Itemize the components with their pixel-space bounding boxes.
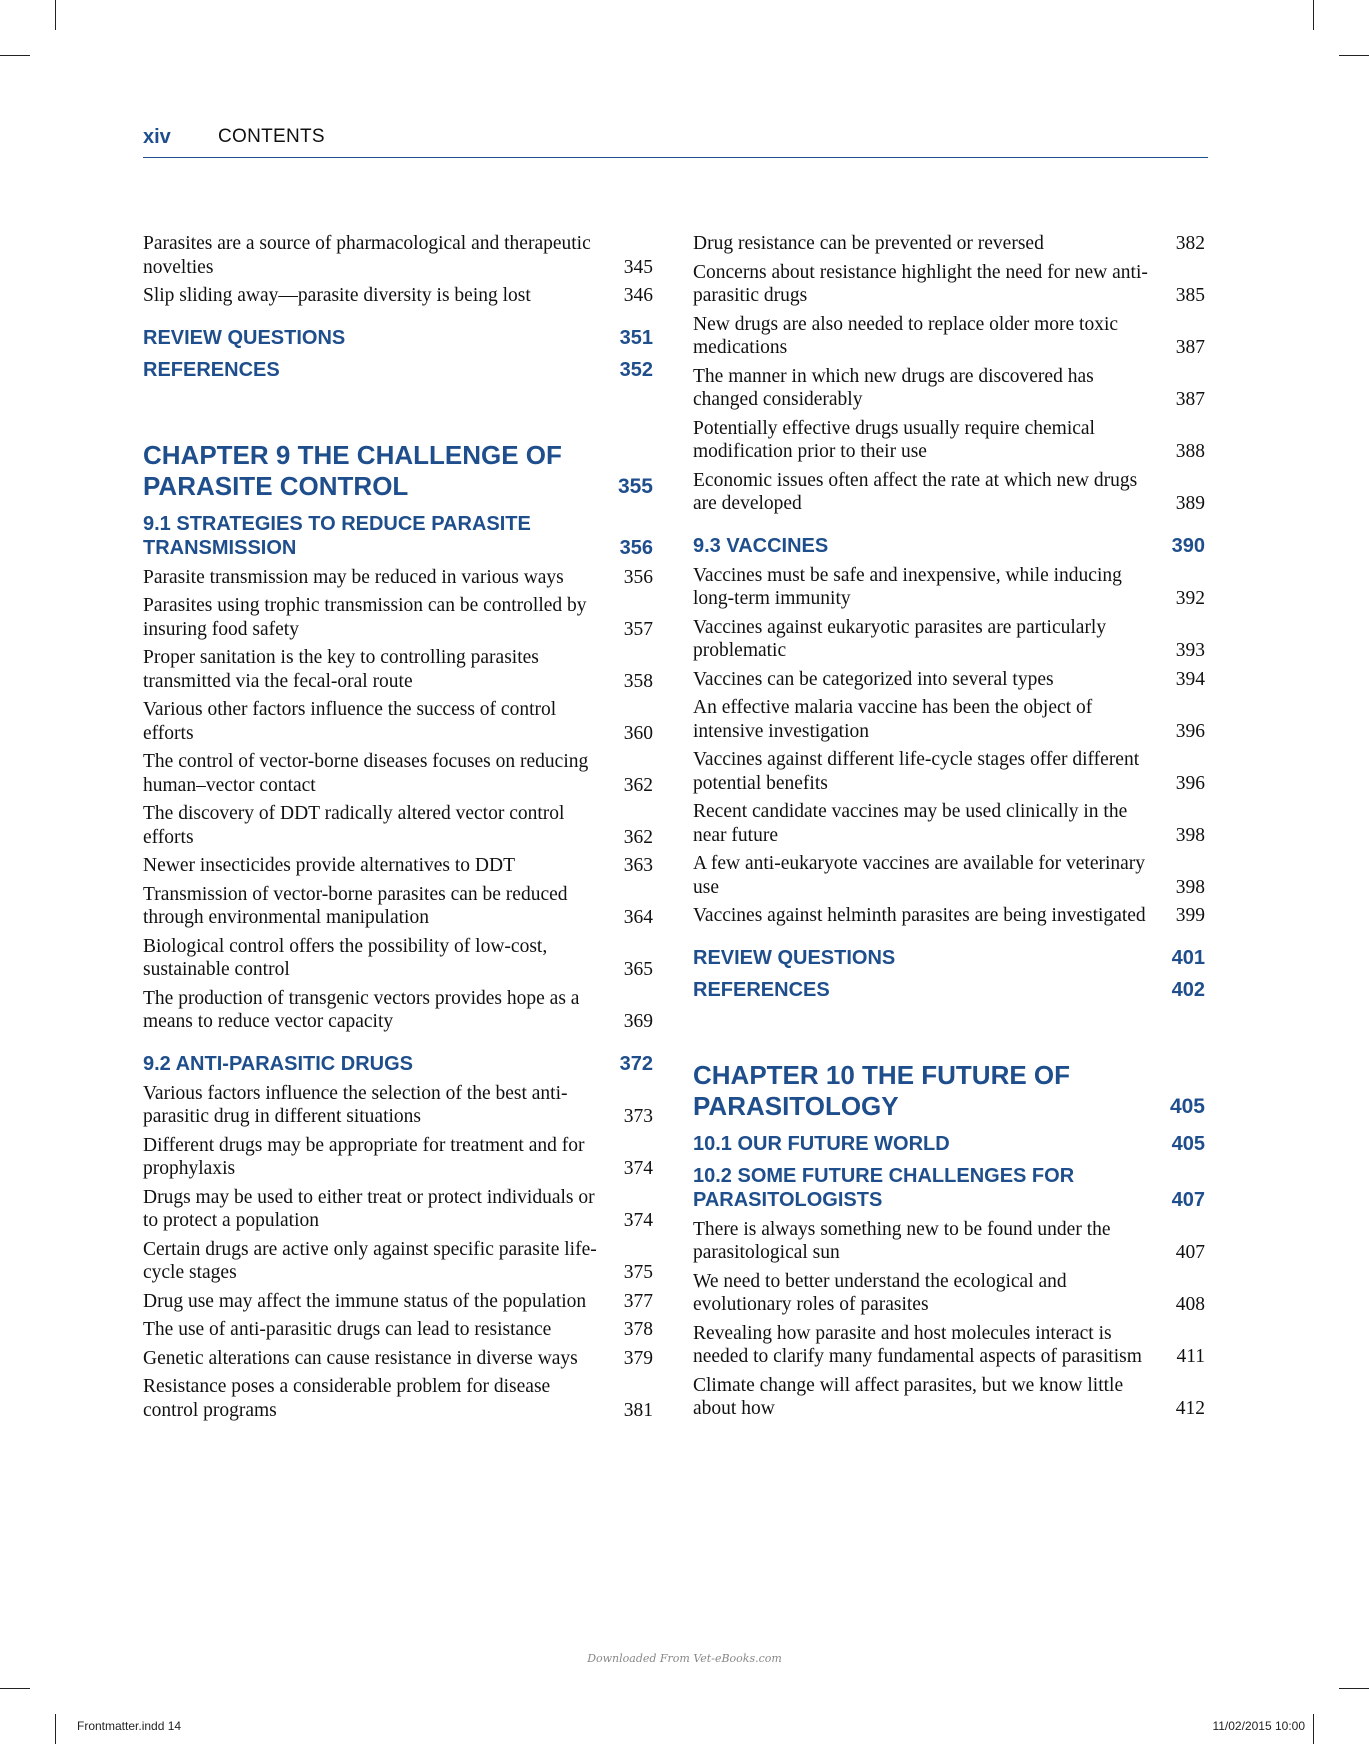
toc-entry [143,1186,653,1233]
toc-page-number: 355 [617,474,653,498]
crop-mark-bottom-left [55,1714,56,1744]
toc-title: Vaccines against eukaryotic parasites are particularly problematic [693,616,1107,661]
toc-title: The use of anti-parasitic drugs can lead to resistance [143,1319,552,1340]
toc-title: 10.1 OUR FUTURE WORLD [693,1132,950,1155]
toc-title: Various factors influence the selection of the best anti-parasitic drug in different situations [143,1082,568,1127]
toc-left-column [143,232,653,1427]
toc-entry [143,802,653,849]
toc-title: The control of vector-borne diseases focuses on reducing human–vector contact [143,751,589,796]
toc-entry [693,1374,1205,1421]
toc-entry [693,417,1205,464]
toc-entry [693,800,1205,847]
toc-entry [143,1318,653,1342]
toc-title: New drugs are also needed to replace older more toxic medications [693,313,1119,358]
toc-title: REFERENCES [693,978,830,1001]
toc-entry [693,748,1205,795]
toc-entry [143,698,653,745]
toc-section-heading [693,534,1205,558]
toc-page-number: 360 [623,722,653,744]
toc-page-number: 387 [1175,389,1205,410]
toc-page-number: 379 [623,1347,653,1369]
toc-entry [143,566,653,590]
toc-title: Newer insecticides provide alternatives to DDT [143,855,515,876]
toc-entry [143,1347,653,1371]
toc-entry [143,232,653,279]
toc-title: Transmission of vector-borne parasites can be reduced through environmental manipulation [143,883,568,928]
toc-page-number: 405 [1171,1132,1205,1155]
toc-entry [693,696,1205,743]
toc-title: The discovery of DDT radically altered vector control efforts [143,803,565,848]
toc-title: REFERENCES [143,358,280,381]
toc-chapter-heading [693,1060,1205,1122]
footer-timestamp: 11/02/2015 10:00 [1212,1719,1305,1733]
toc-entry [143,750,653,797]
toc-title: 9.1 STRATEGIES TO REDUCE PARASITE TRANSMISSION [143,512,531,559]
toc-page-number: 396 [1175,772,1205,794]
toc-title: 9.2 ANTI-PARASITIC DRUGS [143,1052,414,1075]
toc-title: There is always something new to be found under the parasitological sun [693,1218,1111,1263]
toc-entry [143,854,653,878]
watermark: Downloaded From Vet-eBooks.com [587,1652,782,1665]
toc-entry [143,646,653,693]
toc-page-number: 408 [1175,1294,1205,1315]
toc-title: Drug use may affect the immune status of the population [143,1290,587,1312]
toc-title: Different drugs may be appropriate for treatment and for prophylaxis [143,1134,585,1179]
toc-title: The manner in which new drugs are discovered has changed considerably [693,365,1094,410]
toc-title: CHAPTER 9 THE CHALLENGE OF PARASITE CONTROL [143,439,562,501]
toc-entry [143,1375,653,1422]
header-rule [143,157,1208,158]
toc-entry [693,1270,1205,1317]
toc-entry [693,261,1205,308]
toc-entry [143,1082,653,1129]
toc-entry [693,904,1205,928]
toc-page-number: 369 [623,1011,653,1032]
toc-section-heading [143,358,653,382]
toc-page-number: 402 [1171,978,1205,1001]
crop-mark-top-right [1313,0,1314,30]
toc-page-number: 385 [1175,285,1205,306]
toc-entry [693,616,1205,663]
toc-page-number: 358 [623,670,653,692]
toc-entry [143,284,653,308]
toc-entry [693,313,1205,360]
toc-section-heading [143,326,653,350]
toc-title: Drug resistance can be prevented or reversed [693,233,1044,254]
crop-mark-bottom-right-h [1339,1688,1369,1689]
toc-page-number: 377 [623,1290,653,1312]
toc-page-number: 374 [623,1210,653,1231]
toc-title: Recent candidate vaccines may be used clinically in the near future [693,801,1128,846]
crop-mark-top-left [55,0,56,30]
crop-mark-bottom-right [1313,1714,1314,1744]
toc-page-number: 346 [623,285,653,306]
toc-entry [143,935,653,982]
toc-page-number: 412 [1175,1398,1205,1419]
toc-entry [693,232,1205,256]
toc-title: REVIEW QUESTIONS [693,946,896,969]
toc-page-number: 352 [619,358,653,381]
toc-page-number: 398 [1175,876,1205,898]
toc-page-number: 378 [623,1319,653,1340]
toc-title: We need to better understand the ecological and evolutionary roles of parasites [693,1270,1067,1315]
toc-page-number: 407 [1171,1188,1205,1211]
toc-page-number: 411 [1176,1346,1205,1367]
toc-page-number: 389 [1175,493,1205,514]
toc-title: Parasites are a source of pharmacological and therapeutic novelties [143,233,591,278]
toc-title: An effective malaria vaccine has been the object of intensive investigation [693,697,1093,742]
toc-title: 10.2 SOME FUTURE CHALLENGES FOR PARASITOLOGISTS [693,1164,1075,1211]
toc-section-heading [693,978,1205,1002]
toc-entry [143,1238,653,1285]
toc-title: A few anti-eukaryote vaccines are available for veterinary use [693,853,1146,898]
toc-page-number: 363 [623,855,653,876]
toc-title: Vaccines against helminth parasites are being investigated [693,905,1146,926]
toc-right-column [693,232,1205,1426]
toc-page-number: 381 [623,1399,653,1421]
toc-entry [693,852,1205,899]
toc-page-number: 405 [1169,1094,1205,1118]
crop-mark-top-right-h [1339,55,1369,56]
toc-page-number: 351 [619,326,653,349]
toc-title: Vaccines against different life-cycle stages offer different potential benefits [693,749,1140,794]
toc-page-number: 373 [623,1106,653,1127]
toc-title: 9.3 VACCINES [693,534,829,557]
toc-page-number: 357 [623,618,653,640]
toc-title: Slip sliding away—parasite diversity is being lost [143,285,531,306]
toc-section-heading [693,946,1205,970]
toc-entry [693,365,1205,412]
toc-page-number: 364 [623,907,653,928]
toc-entry [693,564,1205,611]
toc-title: CHAPTER 10 THE FUTURE OF PARASITOLOGY [693,1059,1071,1121]
toc-entry [143,987,653,1034]
toc-page-number: 374 [623,1158,653,1179]
header-title: CONTENTS [218,126,325,147]
toc-entry [693,668,1205,692]
toc-page-number: 394 [1175,668,1205,690]
toc-title: Drugs may be used to either treat or protect individuals or to protect a population [143,1186,595,1231]
toc-title: Biological control offers the possibility of low-cost, sustainable control [143,935,548,980]
toc-page-number: 362 [623,774,653,796]
toc-page-number: 362 [623,826,653,848]
toc-title: Concerns about resistance highlight the need for new anti-parasitic drugs [693,261,1148,306]
toc-entry [143,1290,653,1314]
toc-page-number: 345 [623,256,653,278]
toc-title: Various other factors influence the success of control efforts [143,699,557,744]
toc-page-number: 407 [1175,1242,1205,1263]
toc-page-number: 382 [1175,233,1205,254]
toc-section-heading [143,1052,653,1076]
toc-page-number: 399 [1175,905,1205,926]
toc-page-number: 375 [623,1262,653,1283]
toc-section-heading [143,512,653,560]
crop-mark-bottom-left-h [0,1688,30,1689]
toc-title: REVIEW QUESTIONS [143,326,346,349]
toc-title: Vaccines can be categorized into several types [693,668,1054,690]
toc-chapter-heading [143,440,653,502]
toc-title: The production of transgenic vectors provides hope as a means to reduce vector capacity [143,987,580,1032]
toc-title: Genetic alterations can cause resistance in diverse ways [143,1347,578,1369]
toc-section-heading [693,1164,1205,1212]
toc-page-number: 388 [1175,441,1205,462]
toc-title: Potentially effective drugs usually require chemical modification prior to their use [693,417,1095,462]
toc-page-number: 356 [623,566,653,588]
toc-entry [143,1134,653,1181]
toc-title: Vaccines must be safe and inexpensive, while inducing long-term immunity [693,564,1122,609]
toc-entry [143,883,653,930]
toc-title: Revealing how parasite and host molecules interact is needed to clarify many fundamental aspects of parasitism [693,1322,1142,1367]
footer-file: Frontmatter.indd 14 [77,1719,182,1733]
toc-page-number: 372 [619,1052,653,1075]
toc-title: Proper sanitation is the key to controlling parasites transmitted via the fecal-oral route [143,647,539,692]
crop-mark-top-left-h [0,55,30,56]
toc-title: Climate change will affect parasites, but we know little about how [693,1374,1124,1419]
toc-title: Resistance poses a considerable problem for disease control programs [143,1376,551,1421]
toc-page-number: 398 [1175,824,1205,846]
toc-page-number: 392 [1175,588,1205,609]
toc-page-number: 365 [623,959,653,980]
toc-page-number: 401 [1171,946,1205,969]
toc-entry [143,594,653,641]
toc-page-number: 387 [1175,337,1205,358]
header-page-number: xiv [143,126,171,148]
toc-title: Economic issues often affect the rate at which new drugs are developed [693,469,1138,514]
toc-page-number: 396 [1175,720,1205,742]
toc-title: Certain drugs are active only against specific parasite life-cycle stages [143,1238,597,1283]
toc-entry [693,1218,1205,1265]
toc-entry [693,1322,1205,1369]
toc-entry [693,469,1205,516]
toc-page-number: 390 [1171,534,1205,557]
toc-title: Parasites using trophic transmission can be controlled by insuring food safety [143,595,587,640]
toc-page-number: 393 [1175,640,1205,661]
toc-page-number: 356 [619,536,653,559]
toc-section-heading [693,1132,1205,1156]
toc-title: Parasite transmission may be reduced in various ways [143,566,564,588]
running-header [143,126,1208,156]
